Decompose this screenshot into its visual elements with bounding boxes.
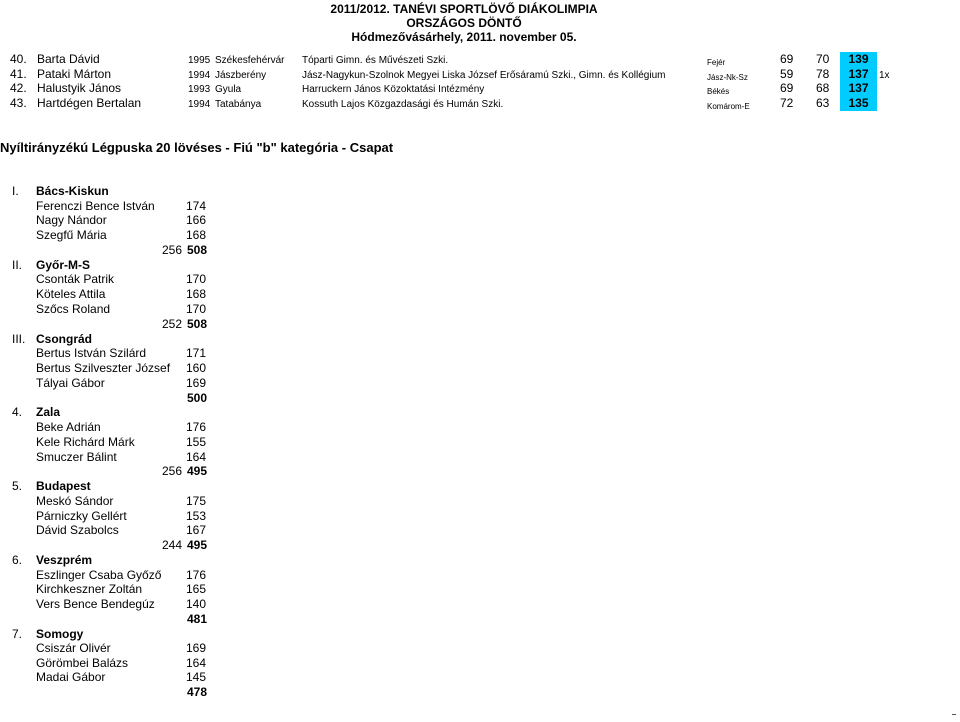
member-score: 176	[186, 420, 207, 434]
member-name: Görömbei Balázs	[36, 656, 129, 670]
series-2: 78	[816, 67, 830, 81]
member-name: Tályai Gábor	[36, 376, 105, 390]
series-1: 59	[780, 67, 794, 81]
team-rank: II.	[12, 258, 23, 272]
athlete-name: Halustyik János	[37, 81, 122, 95]
team-name: Bács-Kiskun	[36, 184, 109, 198]
athlete-name: Barta Dávid	[37, 52, 100, 66]
team-name: Budapest	[36, 479, 91, 493]
member-name: Kirchkeszner Zoltán	[36, 582, 143, 596]
series-1: 69	[780, 81, 794, 95]
member-score: 169	[186, 376, 207, 390]
team-total: 478	[187, 685, 208, 699]
total-score: 137	[840, 81, 877, 96]
series-2: 70	[816, 52, 830, 66]
member-score: 164	[186, 450, 207, 464]
rank: 43.	[10, 96, 27, 110]
birth-year: 1994	[188, 99, 211, 110]
total-score: 139	[840, 52, 877, 67]
member-score: 160	[186, 361, 207, 375]
school: Kossuth Lajos Közgazdasági és Humán Szki.	[302, 99, 504, 110]
school: Jász-Nagykun-Szolnok Megyei Liska József Erősáramú Szki., Gimn. és Kollégium	[302, 70, 666, 81]
county: Komárom-E	[707, 102, 750, 111]
member-name: Vers Bence Bendegúz	[36, 597, 155, 611]
member-name: Csiszár Olivér	[36, 641, 111, 655]
team-total: 508	[187, 317, 208, 331]
member-name: Bertus Szilveszter József	[36, 361, 171, 375]
birth-year: 1993	[188, 84, 211, 95]
city: Jászberény	[215, 70, 267, 81]
total-score: 135	[840, 96, 877, 111]
team-total: 500	[187, 391, 208, 405]
member-score: 140	[186, 597, 207, 611]
member-score: 145	[186, 670, 207, 684]
team-subtotal: 256	[161, 464, 182, 478]
birth-year: 1994	[188, 70, 211, 81]
team-name: Somogy	[36, 627, 84, 641]
rank: 40.	[10, 52, 27, 66]
member-name: Meskó Sándor	[36, 494, 114, 508]
member-name: Szőcs Roland	[36, 302, 111, 316]
member-score: 168	[186, 228, 207, 242]
member-name: Szegfű Mária	[36, 228, 107, 242]
series-2: 68	[816, 81, 830, 95]
member-name: Dávid Szabolcs	[36, 523, 119, 537]
member-name: Kele Richárd Márk	[36, 435, 135, 449]
member-score: 169	[186, 641, 207, 655]
event-subtitle: ORSZÁGOS DÖNTŐ	[406, 16, 522, 30]
athlete-name: Pataki Márton	[37, 67, 112, 81]
member-name: Beke Adrián	[36, 420, 101, 434]
page-mark	[952, 714, 956, 715]
member-score: 171	[186, 346, 207, 360]
team-name: Győr-M-S	[36, 258, 90, 272]
member-score: 168	[186, 287, 207, 301]
team-rank: 6.	[12, 553, 23, 567]
member-name: Bertus István Szilárd	[36, 346, 147, 360]
county: Békés	[707, 87, 730, 96]
member-score: 175	[186, 494, 207, 508]
member-score: 153	[186, 509, 207, 523]
member-name: Párniczky Gellért	[36, 509, 127, 523]
athlete-name: Hartdégen Bertalan	[37, 96, 142, 110]
county: Fejér	[707, 58, 726, 67]
team-total: 495	[187, 464, 208, 478]
member-score: 167	[186, 523, 207, 537]
member-score: 164	[186, 656, 207, 670]
member-score: 176	[186, 568, 207, 582]
team-subtotal: 252	[161, 317, 182, 331]
series-1: 69	[780, 52, 794, 66]
member-score: 170	[186, 302, 207, 316]
team-name: Csongrád	[36, 332, 93, 346]
team-subtotal: 244	[161, 538, 182, 552]
series-2: 63	[816, 96, 830, 110]
note: 1x	[879, 70, 890, 81]
member-score: 165	[186, 582, 207, 596]
member-name: Csonták Patrik	[36, 272, 115, 286]
birth-year: 1995	[188, 55, 211, 66]
team-subtotal: 256	[161, 243, 182, 257]
member-name: Madai Gábor	[36, 670, 106, 684]
team-name: Zala	[36, 405, 61, 419]
county: Jász-Nk-Sz	[707, 73, 748, 82]
event-title: 2011/2012. TANÉVI SPORTLÖVŐ DIÁKOLIMPIA	[330, 2, 598, 16]
school: Tóparti Gimn. és Művészeti Szki.	[302, 55, 449, 66]
team-rank: I.	[12, 184, 19, 198]
member-score: 166	[186, 213, 207, 227]
rank: 41.	[10, 67, 27, 81]
member-score: 174	[186, 199, 207, 213]
member-name: Ferenczi Bence István	[36, 199, 155, 213]
team-total: 508	[187, 243, 208, 257]
total-score: 137	[840, 67, 877, 82]
member-score: 170	[186, 272, 207, 286]
series-1: 72	[780, 96, 794, 110]
team-rank: 7.	[12, 627, 23, 641]
city: Gyula	[215, 84, 242, 95]
city: Székesfehérvár	[215, 55, 285, 66]
member-name: Nagy Nándor	[36, 213, 107, 227]
team-rank: 5.	[12, 479, 23, 493]
team-rank: III.	[12, 332, 26, 346]
member-name: Smuczer Bálint	[36, 450, 117, 464]
team-total: 495	[187, 538, 208, 552]
school: Harruckern János Közoktatási Intézmény	[302, 84, 485, 95]
member-name: Köteles Attila	[36, 287, 106, 301]
rank: 42.	[10, 81, 27, 95]
team-rank: 4.	[12, 405, 23, 419]
event-location-date: Hódmezővásárhely, 2011. november 05.	[351, 30, 577, 44]
member-score: 155	[186, 435, 207, 449]
team-total: 481	[187, 612, 208, 626]
member-name: Eszlinger Csaba Győző	[36, 568, 162, 582]
city: Tatabánya	[215, 99, 262, 110]
team-name: Veszprém	[36, 553, 93, 567]
section-title: Nyíltirányzékú Légpuska 20 lövéses - Fiú "b" kategória - Csapat	[0, 140, 394, 155]
